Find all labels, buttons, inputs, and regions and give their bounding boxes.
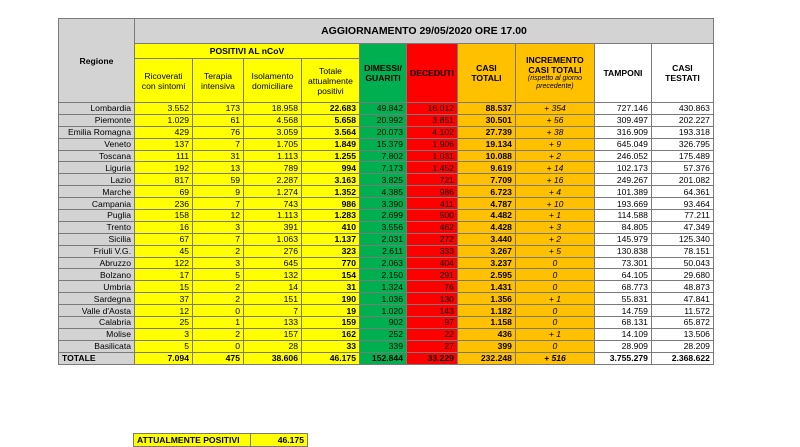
cell-ricoverati: 3.552 <box>135 103 193 115</box>
cell-tamponi: 249.267 <box>594 174 651 186</box>
cell-deceduti: 3.851 <box>407 114 458 126</box>
table-row <box>59 293 714 305</box>
table-row <box>59 114 714 126</box>
cell-isolamento: 1.705 <box>244 138 302 150</box>
cell-totale-positivi: 994 <box>302 162 360 174</box>
cell-dimessi: 2.699 <box>360 210 407 222</box>
cell-dimessi: 20.073 <box>360 126 407 138</box>
cell-casi-testati: 430.863 <box>651 103 713 115</box>
cell-regione: Piemonte <box>59 114 135 126</box>
cell-casi-totali: 7.709 <box>457 174 515 186</box>
cell-deceduti: 33.229 <box>407 352 458 364</box>
cell-terapia: 7 <box>193 138 244 150</box>
cell-casi-testati: 125.340 <box>651 233 713 245</box>
report-title: AGGIORNAMENTO 29/05/2020 ORE 17.00 <box>135 19 714 44</box>
cell-regione: Marche <box>59 186 135 198</box>
cell-terapia: 2 <box>193 245 244 257</box>
cell-regione: Calabria <box>59 317 135 329</box>
cell-tamponi: 101.389 <box>594 186 651 198</box>
cell-regione: Sicilia <box>59 233 135 245</box>
cell-ricoverati: 111 <box>135 150 193 162</box>
cell-casi-totali: 1.356 <box>457 293 515 305</box>
table-row <box>59 221 714 233</box>
table-row <box>59 305 714 317</box>
cell-regione: Lombardia <box>59 103 135 115</box>
cell-deceduti: 76 <box>407 281 458 293</box>
cell-totale-positivi: 5.658 <box>302 114 360 126</box>
table-row <box>59 245 714 257</box>
cell-regione: Trento <box>59 221 135 233</box>
cell-deceduti: 986 <box>407 186 458 198</box>
cell-deceduti: 27 <box>407 340 458 352</box>
cell-incremento: 0 <box>515 281 594 293</box>
cell-tamponi: 193.669 <box>594 198 651 210</box>
cell-isolamento: 1.113 <box>244 210 302 222</box>
cell-casi-totali: 3.237 <box>457 257 515 269</box>
cell-ricoverati: 817 <box>135 174 193 186</box>
cell-incremento: + 10 <box>515 198 594 210</box>
table-row <box>59 138 714 150</box>
cell-casi-testati: 65.872 <box>651 317 713 329</box>
cell-regione: Emilia Romagna <box>59 126 135 138</box>
cell-regione: Lazio <box>59 174 135 186</box>
table-body <box>59 103 714 365</box>
cell-dimessi: 20.992 <box>360 114 407 126</box>
cell-tamponi: 645.049 <box>594 138 651 150</box>
covid-report-table <box>58 18 714 365</box>
cell-tamponi: 68.773 <box>594 281 651 293</box>
cell-isolamento: 4.568 <box>244 114 302 126</box>
cell-casi-totali: 3.267 <box>457 245 515 257</box>
cell-terapia: 173 <box>193 103 244 115</box>
cell-incremento: + 5 <box>515 245 594 257</box>
cell-ricoverati: 37 <box>135 293 193 305</box>
cell-isolamento: 391 <box>244 221 302 233</box>
cell-casi-testati: 28.209 <box>651 340 713 352</box>
cell-terapia: 59 <box>193 174 244 186</box>
cell-isolamento: 1.274 <box>244 186 302 198</box>
cell-incremento: + 16 <box>515 174 594 186</box>
cell-deceduti: 4.102 <box>407 126 458 138</box>
header-tamponi: TAMPONI <box>594 44 651 103</box>
table-row <box>59 340 714 352</box>
cell-isolamento: 14 <box>244 281 302 293</box>
cell-totale-positivi: 1.283 <box>302 210 360 222</box>
cell-casi-testati: 50.043 <box>651 257 713 269</box>
cell-tamponi: 28.909 <box>594 340 651 352</box>
cell-dimessi: 1.324 <box>360 281 407 293</box>
cell-totale-positivi: 1.137 <box>302 233 360 245</box>
cell-dimessi: 3.825 <box>360 174 407 186</box>
cell-dimessi: 4.385 <box>360 186 407 198</box>
cell-casi-totali: 399 <box>457 340 515 352</box>
cell-isolamento: 132 <box>244 269 302 281</box>
cell-casi-testati: 2.368.622 <box>651 352 713 364</box>
cell-tamponi: 316.909 <box>594 126 651 138</box>
cell-incremento: + 2 <box>515 150 594 162</box>
cell-casi-testati: 57.376 <box>651 162 713 174</box>
cell-isolamento: 276 <box>244 245 302 257</box>
cell-casi-totali: 10.088 <box>457 150 515 162</box>
cell-tamponi: 3.755.279 <box>594 352 651 364</box>
cell-casi-testati: 47.349 <box>651 221 713 233</box>
header-casi-totali: CASI TOTALI <box>457 44 515 103</box>
cell-regione: Sardegna <box>59 293 135 305</box>
cell-terapia: 9 <box>193 186 244 198</box>
cell-casi-testati: 29.680 <box>651 269 713 281</box>
cell-casi-totali: 1.431 <box>457 281 515 293</box>
cell-regione: Bolzano <box>59 269 135 281</box>
cell-terapia: 13 <box>193 162 244 174</box>
cell-isolamento: 7 <box>244 305 302 317</box>
cell-deceduti: 1.031 <box>407 150 458 162</box>
cell-terapia: 2 <box>193 281 244 293</box>
cell-tamponi: 309.497 <box>594 114 651 126</box>
cell-dimessi: 7.802 <box>360 150 407 162</box>
cell-ricoverati: 5 <box>135 340 193 352</box>
cell-dimessi: 2.063 <box>360 257 407 269</box>
cell-terapia: 7 <box>193 233 244 245</box>
cell-casi-testati: 93.464 <box>651 198 713 210</box>
cell-ricoverati: 158 <box>135 210 193 222</box>
cell-ricoverati: 12 <box>135 305 193 317</box>
cell-totale-positivi: 154 <box>302 269 360 281</box>
cell-incremento: + 2 <box>515 233 594 245</box>
cell-deceduti: 1.906 <box>407 138 458 150</box>
cell-ricoverati: 25 <box>135 317 193 329</box>
cell-casi-testati: 64.361 <box>651 186 713 198</box>
cell-casi-testati: 201.082 <box>651 174 713 186</box>
cell-casi-totali: 30.501 <box>457 114 515 126</box>
cell-ricoverati: 67 <box>135 233 193 245</box>
cell-casi-totali: 4.787 <box>457 198 515 210</box>
cell-terapia: 76 <box>193 126 244 138</box>
cell-deceduti: 97 <box>407 317 458 329</box>
cell-regione: Puglia <box>59 210 135 222</box>
cell-casi-totali: 3.440 <box>457 233 515 245</box>
header-isolamento: Isolamento domiciliare <box>244 59 302 103</box>
cell-dimessi: 2.611 <box>360 245 407 257</box>
cell-deceduti: 22 <box>407 328 458 340</box>
cell-isolamento: 28 <box>244 340 302 352</box>
cell-ricoverati: 17 <box>135 269 193 281</box>
cell-totale-positivi: 410 <box>302 221 360 233</box>
header-ricoverati: Ricoverati con sintomi <box>135 59 193 103</box>
table-row <box>59 126 714 138</box>
cell-casi-totali: 4.428 <box>457 221 515 233</box>
cell-dimessi: 3.556 <box>360 221 407 233</box>
cell-totale-positivi: 1.849 <box>302 138 360 150</box>
cell-totale-positivi: 323 <box>302 245 360 257</box>
cell-deceduti: 291 <box>407 269 458 281</box>
cell-isolamento: 743 <box>244 198 302 210</box>
header-dimessi: DIMESSI/ GUARITI <box>360 44 407 103</box>
cell-incremento: 0 <box>515 257 594 269</box>
cell-incremento: + 14 <box>515 162 594 174</box>
cell-deceduti: 1.452 <box>407 162 458 174</box>
cell-tamponi: 14.109 <box>594 328 651 340</box>
cell-casi-totali: 2.595 <box>457 269 515 281</box>
header-totale-positivi: Totale attualmente positivi <box>302 59 360 103</box>
cell-totale-positivi: 33 <box>302 340 360 352</box>
cell-casi-totali: 1.158 <box>457 317 515 329</box>
cell-totale-positivi: 3.163 <box>302 174 360 186</box>
cell-totale-positivi: 31 <box>302 281 360 293</box>
cell-isolamento: 18.958 <box>244 103 302 115</box>
cell-incremento: + 1 <box>515 293 594 305</box>
cell-isolamento: 1.113 <box>244 150 302 162</box>
cell-ricoverati: 45 <box>135 245 193 257</box>
cell-incremento: + 3 <box>515 221 594 233</box>
cell-dimessi: 152.844 <box>360 352 407 364</box>
cell-isolamento: 3.059 <box>244 126 302 138</box>
cell-ricoverati: 3 <box>135 328 193 340</box>
cell-ricoverati: 7.094 <box>135 352 193 364</box>
table-row <box>59 281 714 293</box>
cell-deceduti: 500 <box>407 210 458 222</box>
cell-isolamento: 1.063 <box>244 233 302 245</box>
header-incremento-label: INCREMENTO CASI TOTALI <box>526 55 584 75</box>
header-terapia: Terapia intensiva <box>193 59 244 103</box>
cell-tamponi: 130.838 <box>594 245 651 257</box>
cell-isolamento: 157 <box>244 328 302 340</box>
cell-casi-testati: 193.318 <box>651 126 713 138</box>
table-row <box>59 174 714 186</box>
cell-dimessi: 339 <box>360 340 407 352</box>
cell-totale-positivi: 1.352 <box>302 186 360 198</box>
cell-regione: Liguria <box>59 162 135 174</box>
table-row <box>59 233 714 245</box>
cell-tamponi: 73.301 <box>594 257 651 269</box>
cell-tamponi: 55.831 <box>594 293 651 305</box>
cell-ricoverati: 15 <box>135 281 193 293</box>
attualmente-positivi-value: 46.175 <box>251 434 308 447</box>
table-row <box>59 257 714 269</box>
cell-incremento: 0 <box>515 340 594 352</box>
cell-incremento: + 4 <box>515 186 594 198</box>
cell-tamponi: 84.805 <box>594 221 651 233</box>
cell-incremento: + 1 <box>515 210 594 222</box>
cell-isolamento: 789 <box>244 162 302 174</box>
cell-tamponi: 64.105 <box>594 269 651 281</box>
cell-totale-positivi: 190 <box>302 293 360 305</box>
table-row <box>59 186 714 198</box>
cell-casi-totali: 6.723 <box>457 186 515 198</box>
cell-casi-testati: 326.795 <box>651 138 713 150</box>
cell-regione: Veneto <box>59 138 135 150</box>
cell-regione: Campania <box>59 198 135 210</box>
cell-totale-positivi: 159 <box>302 317 360 329</box>
table-row <box>59 328 714 340</box>
cell-terapia: 2 <box>193 293 244 305</box>
cell-casi-totali: 1.182 <box>457 305 515 317</box>
cell-dimessi: 15.379 <box>360 138 407 150</box>
cell-totale-positivi: 1.255 <box>302 150 360 162</box>
cell-tamponi: 246.052 <box>594 150 651 162</box>
cell-totale-positivi: 986 <box>302 198 360 210</box>
cell-totale-positivi: 22.683 <box>302 103 360 115</box>
cell-isolamento: 151 <box>244 293 302 305</box>
cell-incremento: 0 <box>515 305 594 317</box>
cell-casi-testati: 47.841 <box>651 293 713 305</box>
cell-casi-totali: 436 <box>457 328 515 340</box>
cell-totale-positivi: 46.175 <box>302 352 360 364</box>
cell-ricoverati: 69 <box>135 186 193 198</box>
cell-ricoverati: 16 <box>135 221 193 233</box>
cell-isolamento: 2.287 <box>244 174 302 186</box>
cell-incremento: 0 <box>515 317 594 329</box>
cell-casi-testati: 13.506 <box>651 328 713 340</box>
table-row <box>59 198 714 210</box>
cell-regione: Toscana <box>59 150 135 162</box>
cell-incremento: + 56 <box>515 114 594 126</box>
cell-casi-totali: 27.739 <box>457 126 515 138</box>
cell-ricoverati: 1.029 <box>135 114 193 126</box>
header-regione: Regione <box>59 19 135 103</box>
cell-deceduti: 16.012 <box>407 103 458 115</box>
cell-incremento: + 9 <box>515 138 594 150</box>
cell-regione: Friuli V.G. <box>59 245 135 257</box>
cell-deceduti: 333 <box>407 245 458 257</box>
cell-incremento: + 1 <box>515 328 594 340</box>
cell-deceduti: 404 <box>407 257 458 269</box>
cell-dimessi: 7.173 <box>360 162 407 174</box>
table-row <box>59 103 714 115</box>
cell-regione: Umbria <box>59 281 135 293</box>
cell-casi-totali: 232.248 <box>457 352 515 364</box>
cell-tamponi: 727.146 <box>594 103 651 115</box>
cell-regione: TOTALE <box>59 352 135 364</box>
cell-dimessi: 3.390 <box>360 198 407 210</box>
cell-casi-totali: 9.619 <box>457 162 515 174</box>
cell-dimessi: 2.150 <box>360 269 407 281</box>
cell-tamponi: 102.173 <box>594 162 651 174</box>
cell-terapia: 475 <box>193 352 244 364</box>
cell-terapia: 2 <box>193 328 244 340</box>
cell-tamponi: 114.588 <box>594 210 651 222</box>
cell-casi-testati: 202.227 <box>651 114 713 126</box>
cell-incremento: + 516 <box>515 352 594 364</box>
cell-casi-testati: 77.211 <box>651 210 713 222</box>
header-incremento-note: (rispetto al giorno precedente) <box>527 75 582 90</box>
cell-casi-testati: 78.151 <box>651 245 713 257</box>
table-row <box>59 150 714 162</box>
cell-deceduti: 272 <box>407 233 458 245</box>
cell-tamponi: 14.759 <box>594 305 651 317</box>
header-casi-testati: CASI TESTATI <box>651 44 713 103</box>
cell-deceduti: 462 <box>407 221 458 233</box>
cell-incremento: + 38 <box>515 126 594 138</box>
cell-casi-totali: 4.482 <box>457 210 515 222</box>
cell-casi-testati: 11.572 <box>651 305 713 317</box>
cell-deceduti: 130 <box>407 293 458 305</box>
cell-regione: Basilicata <box>59 340 135 352</box>
table-row <box>59 210 714 222</box>
cell-casi-totali: 88.537 <box>457 103 515 115</box>
cell-totale-positivi: 162 <box>302 328 360 340</box>
cell-deceduti: 143 <box>407 305 458 317</box>
cell-dimessi: 49.842 <box>360 103 407 115</box>
cell-deceduti: 411 <box>407 198 458 210</box>
cell-terapia: 0 <box>193 305 244 317</box>
cell-ricoverati: 236 <box>135 198 193 210</box>
cell-totale-positivi: 19 <box>302 305 360 317</box>
attualmente-positivi-label: ATTUALMENTE POSITIVI <box>134 434 251 447</box>
cell-regione: Valle d'Aosta <box>59 305 135 317</box>
cell-dimessi: 252 <box>360 328 407 340</box>
cell-incremento: + 354 <box>515 103 594 115</box>
header-positivi-group: POSITIVI AL nCoV <box>135 44 360 59</box>
table-row <box>59 317 714 329</box>
cell-tamponi: 145.979 <box>594 233 651 245</box>
cell-ricoverati: 429 <box>135 126 193 138</box>
cell-terapia: 3 <box>193 257 244 269</box>
table-row <box>59 162 714 174</box>
cell-dimessi: 1.020 <box>360 305 407 317</box>
cell-deceduti: 721 <box>407 174 458 186</box>
totale-row <box>59 352 714 364</box>
cell-totale-positivi: 770 <box>302 257 360 269</box>
cell-regione: Molise <box>59 328 135 340</box>
cell-dimessi: 902 <box>360 317 407 329</box>
cell-tamponi: 68.131 <box>594 317 651 329</box>
cell-casi-testati: 48.873 <box>651 281 713 293</box>
cell-terapia: 12 <box>193 210 244 222</box>
header-incremento <box>515 44 594 103</box>
table-row <box>59 269 714 281</box>
cell-casi-totali: 19.134 <box>457 138 515 150</box>
cell-terapia: 61 <box>193 114 244 126</box>
cell-ricoverati: 192 <box>135 162 193 174</box>
header-deceduti: DECEDUTI <box>407 44 458 103</box>
cell-isolamento: 38.606 <box>244 352 302 364</box>
cell-terapia: 5 <box>193 269 244 281</box>
cell-ricoverati: 122 <box>135 257 193 269</box>
cell-dimessi: 2.031 <box>360 233 407 245</box>
cell-casi-testati: 175.489 <box>651 150 713 162</box>
cell-totale-positivi: 3.564 <box>302 126 360 138</box>
cell-terapia: 1 <box>193 317 244 329</box>
cell-terapia: 7 <box>193 198 244 210</box>
cell-dimessi: 1.036 <box>360 293 407 305</box>
cell-incremento: 0 <box>515 269 594 281</box>
cell-isolamento: 133 <box>244 317 302 329</box>
cell-isolamento: 645 <box>244 257 302 269</box>
cell-terapia: 31 <box>193 150 244 162</box>
cell-terapia: 3 <box>193 221 244 233</box>
cell-terapia: 0 <box>193 340 244 352</box>
cell-ricoverati: 137 <box>135 138 193 150</box>
cell-regione: Abruzzo <box>59 257 135 269</box>
